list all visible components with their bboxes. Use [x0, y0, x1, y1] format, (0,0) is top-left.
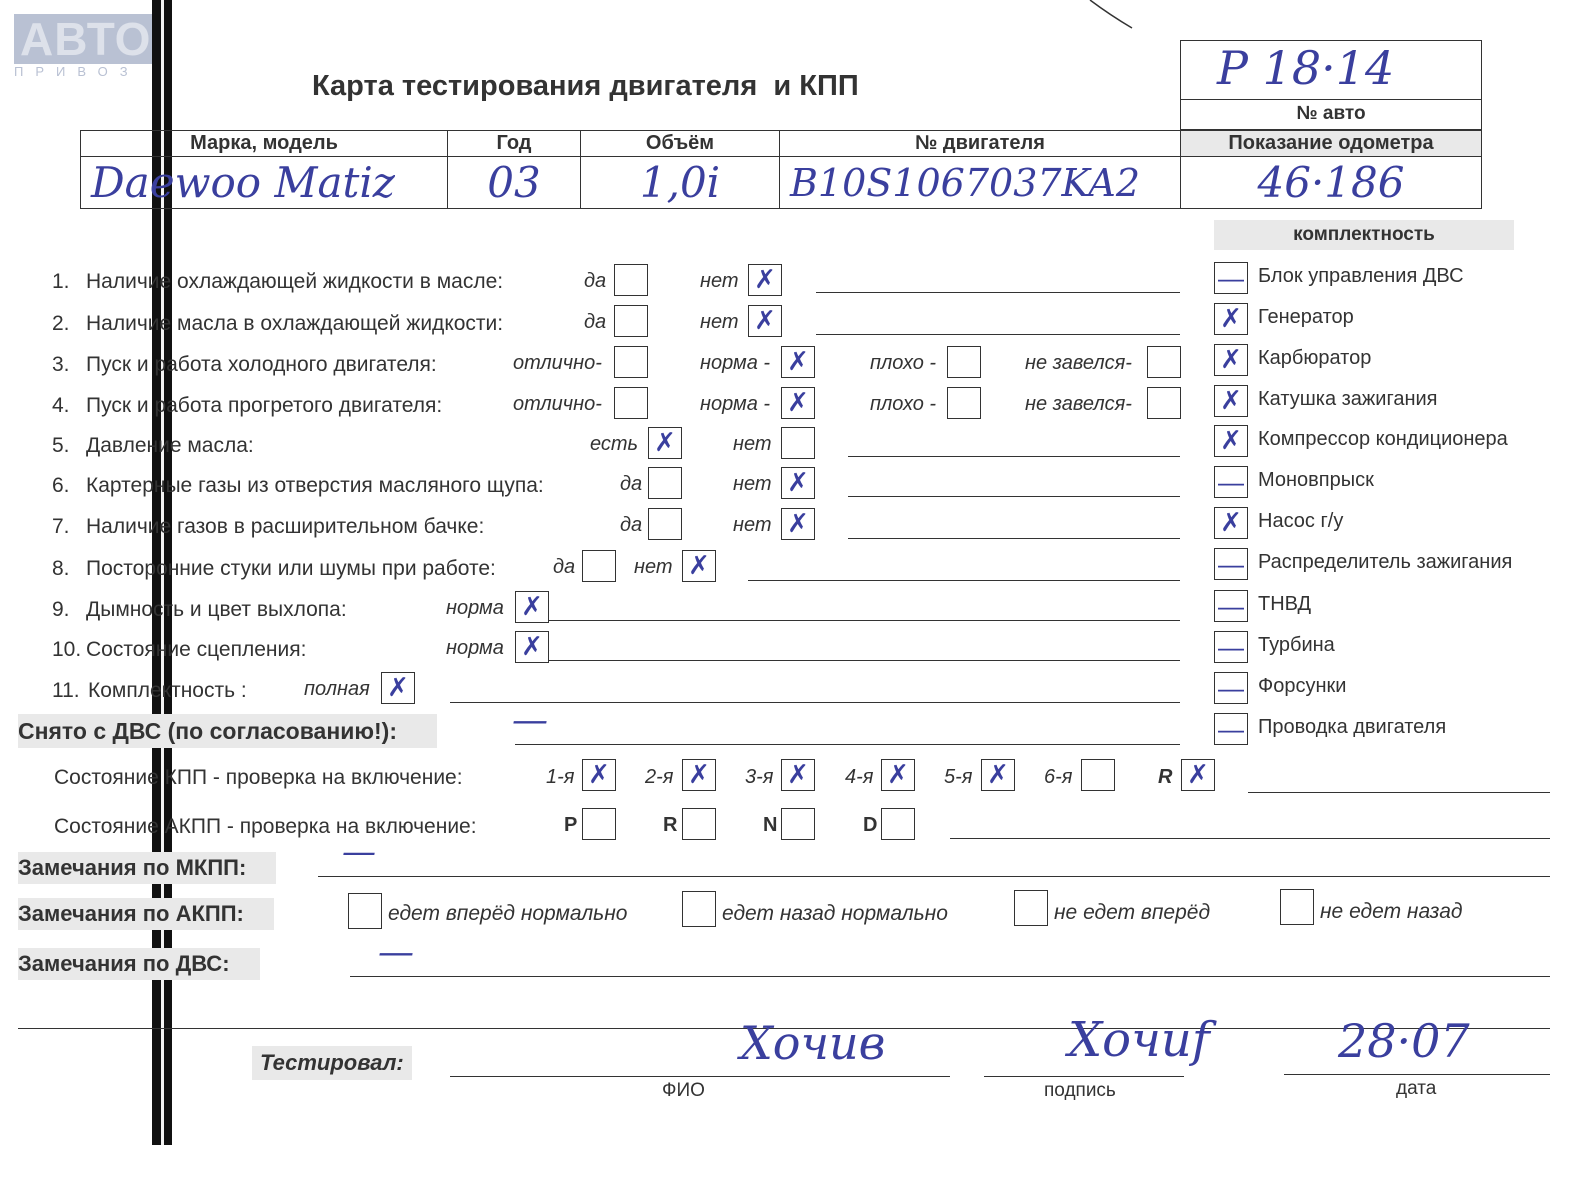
kit-label: ТНВД [1258, 593, 1312, 615]
option-label: норма - [700, 393, 771, 415]
option-checkbox[interactable] [648, 508, 682, 540]
akpp-gear-checkbox[interactable] [682, 808, 716, 840]
gear-mark: ✗ [688, 760, 710, 790]
option-label: норма [446, 637, 504, 659]
check-num: 2. [52, 312, 70, 335]
akpp-remark-label: не едет вперёд [1054, 901, 1211, 924]
gear-mark: ✗ [887, 760, 909, 790]
signature: Хочиf [1068, 1012, 1210, 1068]
kit-mark: ✗ [1220, 508, 1242, 538]
option-label: не завелся- [1025, 393, 1132, 415]
option-label: отлично- [513, 393, 602, 415]
value-engine-number: B10S1067037KA2 [790, 160, 1141, 205]
option-checkbox[interactable] [614, 305, 648, 337]
akpp-remark-checkbox[interactable] [682, 891, 716, 927]
option-checkbox[interactable] [614, 264, 648, 296]
col-volume: Объём [645, 132, 715, 154]
car-number-label: № авто [1296, 103, 1366, 124]
kit-label: Насос г/у [1258, 510, 1344, 532]
check-num: 6. [52, 474, 70, 497]
fio-value: Хочив [740, 1016, 886, 1070]
option-label: нет [634, 556, 673, 578]
akpp-gear-label: N [763, 814, 778, 836]
gear-mark: ✗ [787, 760, 809, 790]
check-text: Дымность и цвет выхлопа: [86, 598, 347, 621]
option-label: да [584, 311, 607, 333]
check-mark: ✗ [787, 388, 809, 418]
akpp-gear-label: D [863, 814, 878, 836]
option-label: нет [700, 311, 739, 333]
gear-label: 6-я [1044, 766, 1073, 788]
car-number-value: Р 18·14 [1217, 41, 1395, 95]
kit-mark: — [1218, 263, 1244, 293]
remarks-mkpp-label: Замечания по МКПП: [18, 852, 276, 884]
col-engine-number: № двигателя [915, 132, 1045, 154]
option-checkbox[interactable] [1147, 387, 1181, 419]
gear-label: 3-я [745, 766, 774, 788]
option-label: не завелся- [1025, 352, 1132, 374]
check-mark: ✗ [754, 306, 776, 336]
check-text: Давление масла: [86, 434, 254, 457]
check-num: 4. [52, 394, 70, 417]
gear-label: 5-я [944, 766, 973, 788]
gear-label: 2-я [645, 766, 674, 788]
akpp-label: Состояние АКПП - проверка на включение: [54, 815, 477, 838]
akpp-remark-label: едет назад нормально [722, 902, 948, 925]
kit-mark: — [1218, 549, 1244, 579]
check-text: Наличие масла в охлаждающей жидкости: [86, 312, 504, 335]
check-text: Пуск и работа прогретого двигателя: [86, 394, 443, 417]
option-checkbox[interactable] [614, 346, 648, 378]
col-odometer: Показание одометра [1228, 132, 1434, 154]
kpp-label: Состояние КПП - проверка на включение: [54, 766, 463, 789]
page-title: Карта тестирования двигателя и КПП [312, 70, 859, 102]
gear-checkbox[interactable] [1081, 759, 1115, 791]
col-year: Год [496, 132, 532, 154]
kit-label: Моновпрыск [1258, 469, 1374, 491]
option-label: плохо - [870, 393, 937, 415]
akpp-gear-label: P [564, 814, 578, 836]
kit-mark: — [1218, 673, 1244, 703]
check-text: Состояние сцепления: [86, 638, 307, 661]
option-label: да [620, 473, 643, 495]
check-mark: ✗ [521, 632, 543, 662]
akpp-gear-checkbox[interactable] [582, 808, 616, 840]
check-mark: ✗ [787, 347, 809, 377]
option-label: да [553, 556, 576, 578]
akpp-remark-checkbox[interactable] [1014, 890, 1048, 926]
kit-label: Катушка зажигания [1258, 388, 1438, 410]
remarks-dvs-value: — [378, 932, 414, 973]
check-num: 9. [52, 598, 70, 621]
remarks-dvs-label: Замечания по ДВС: [18, 948, 260, 980]
check-num: 11. [52, 679, 80, 702]
check-text: Посторонние стуки или шумы при работе: [86, 557, 496, 580]
logo [14, 14, 157, 79]
date-label: дата [1396, 1078, 1437, 1099]
logo-main: АВТО [14, 14, 157, 64]
option-checkbox[interactable] [648, 467, 682, 499]
kit-title: комплектность [1214, 220, 1514, 250]
vehicle-header-table [80, 130, 1482, 209]
kit-label: Проводка двигателя [1258, 716, 1447, 738]
option-checkbox[interactable] [947, 387, 981, 419]
car-number-box [1180, 40, 1482, 130]
check-num: 7. [52, 515, 70, 538]
check-num: 10. [52, 638, 82, 661]
gear-mark: ✗ [588, 760, 610, 790]
removed-value: — [512, 700, 548, 741]
gear-label: 1-я [546, 766, 575, 788]
gear-mark: ✗ [987, 760, 1009, 790]
kit-label: Блок управления ДВС [1258, 265, 1464, 287]
kit-mark: — [1218, 591, 1244, 621]
kit-mark: — [1218, 714, 1244, 744]
akpp-note: — [342, 832, 376, 872]
check-text: Наличие газов в расширительном бачке: [86, 515, 485, 538]
remarks-akpp-label: Замечания по АКПП: [18, 898, 274, 930]
kit-mark: — [1218, 632, 1244, 662]
akpp-gear-checkbox[interactable] [881, 808, 915, 840]
check-mark: ✗ [654, 428, 676, 458]
option-label: да [584, 270, 607, 292]
col-model: Марка, модель [190, 132, 338, 154]
akpp-gear-label: R [663, 814, 678, 836]
kit-label: Карбюратор [1258, 347, 1372, 369]
date-value: 28·07 [1338, 1014, 1470, 1068]
option-label: полная [304, 678, 370, 700]
check-mark: ✗ [387, 673, 409, 703]
check-mark: ✗ [754, 265, 776, 295]
kit-mark: ✗ [1220, 386, 1242, 416]
akpp-remark-label: не едет назад [1320, 900, 1463, 923]
fio-label: ФИО [662, 1080, 705, 1101]
check-num: 8. [52, 557, 70, 580]
check-text: Комплектность : [88, 679, 247, 702]
option-label: есть [590, 433, 639, 455]
kit-label: Форсунки [1258, 675, 1347, 697]
option-label: отлично- [513, 352, 602, 374]
kit-mark: ✗ [1220, 426, 1242, 456]
option-checkbox[interactable] [947, 346, 981, 378]
kit-label: Турбина [1258, 634, 1335, 656]
check-mark: ✗ [787, 468, 809, 498]
kit-label: Распределитель зажигания [1258, 551, 1513, 573]
check-mark: ✗ [787, 509, 809, 539]
check-text: Картерные газы из отверстия масляного щупа: [86, 474, 544, 497]
sign-label: подпись [1044, 1080, 1116, 1101]
check-num: 3. [52, 353, 70, 376]
tested-label: Тестировал: [252, 1046, 412, 1080]
kit-mark: ✗ [1220, 304, 1242, 334]
check-mark: ✗ [688, 551, 710, 581]
option-label: нет [733, 473, 772, 495]
option-label: норма - [700, 352, 771, 374]
option-checkbox[interactable] [582, 550, 616, 582]
akpp-remark-checkbox[interactable] [1280, 889, 1314, 925]
value-volume: 1,0i [639, 158, 721, 207]
kit-label: Компрессор кондиционера [1258, 428, 1508, 450]
gear-label: R [1158, 766, 1173, 788]
akpp-remark-label: едет вперёд нормально [388, 902, 628, 925]
option-checkbox[interactable] [781, 427, 815, 459]
akpp-remark-checkbox[interactable] [348, 893, 382, 929]
option-label: нет [733, 514, 772, 536]
decorative-stroke [1080, 0, 1140, 30]
option-label: да [620, 514, 643, 536]
akpp-gear-checkbox[interactable] [781, 808, 815, 840]
option-label: нет [700, 270, 739, 292]
check-text: Наличие охлаждающей жидкости в масле: [86, 270, 504, 293]
logo-sub: ПРИВОЗ [14, 64, 140, 79]
removed-label: Снято с ДВС (по согласованию!): [18, 714, 437, 748]
gear-mark: ✗ [1187, 760, 1209, 790]
option-label: плохо - [870, 352, 937, 374]
kit-label: Генератор [1258, 306, 1354, 328]
check-num: 5. [52, 434, 70, 457]
value-odometer: 46·186 [1257, 158, 1405, 207]
option-checkbox[interactable] [614, 387, 648, 419]
option-label: нет [733, 433, 772, 455]
kit-mark: ✗ [1220, 345, 1242, 375]
check-text: Пуск и работа холодного двигателя: [86, 353, 437, 376]
gear-label: 4-я [845, 766, 874, 788]
value-year: 03 [487, 158, 541, 207]
value-model: Daewoo Matiz [91, 158, 395, 207]
check-mark: ✗ [521, 592, 543, 622]
check-num: 1. [52, 270, 70, 293]
kit-mark: — [1218, 467, 1244, 497]
option-label: норма [446, 597, 504, 619]
option-checkbox[interactable] [1147, 346, 1181, 378]
